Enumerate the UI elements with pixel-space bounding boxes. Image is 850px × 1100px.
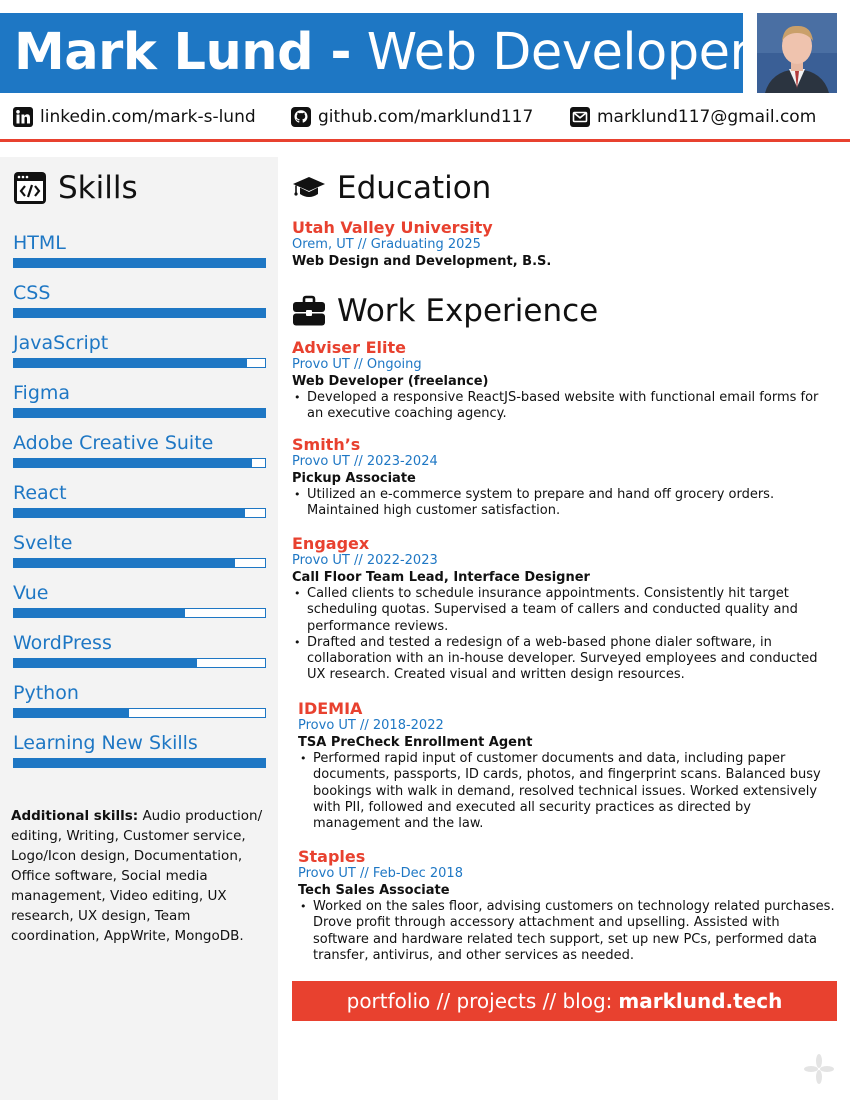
- skill-bar: [13, 758, 266, 768]
- education-meta: Orem, UT // Graduating 2025: [292, 237, 481, 252]
- skill-name: Learning New Skills: [13, 732, 198, 754]
- skill-item: [13, 382, 266, 418]
- email-icon: [570, 107, 590, 127]
- contact-email-text: marklund117@gmail.com: [597, 107, 817, 127]
- code-window-icon: [13, 171, 47, 205]
- job-bullets: [298, 899, 837, 964]
- skill-name: HTML: [13, 232, 66, 254]
- job-bullets: [292, 487, 837, 520]
- portfolio-banner[interactable]: [292, 981, 837, 1021]
- page-title: [14, 23, 750, 82]
- job-entry: [298, 699, 837, 832]
- job-meta: Provo UT // 2023-2024: [292, 454, 438, 469]
- header-bar: [0, 13, 750, 93]
- skill-item: [13, 282, 266, 318]
- job-org: Smith’s: [292, 435, 361, 454]
- profile-photo: [757, 13, 837, 93]
- skill-name: React: [13, 482, 67, 504]
- skill-name: Svelte: [13, 532, 73, 554]
- skill-bar: [13, 308, 266, 318]
- skill-item: [13, 632, 266, 668]
- skill-item: [13, 432, 266, 468]
- skill-fill: [14, 309, 265, 317]
- job-bullet: • Called clients to schedule insurance appointments. Consistently hit target scheduling quotas. Supervised a team of callers and conducted quality and performance reviews.: [292, 586, 837, 635]
- work-heading: [292, 293, 598, 329]
- job-bullet: • Worked on the sales floor, advising customers on technology related purchases. Drove profit through accessory attachment and upselling. Assisted with software and hardware related tech support, set up new PCs, performed data transfer, antivirus, and other services as needed.: [298, 899, 837, 964]
- graduation-cap-icon: [292, 171, 326, 205]
- skill-fill: [14, 659, 197, 667]
- job-role: Web Developer (freelance): [292, 374, 489, 389]
- skills-heading: [13, 170, 138, 206]
- skill-bar: [13, 408, 266, 418]
- skill-name: Adobe Creative Suite: [13, 432, 214, 454]
- skill-name: Figma: [13, 382, 71, 404]
- job-org: Engagex: [292, 534, 370, 553]
- job-bullet: • Drafted and tested a redesign of a web-based phone dialer software, in collaboration with an in-house developer. Surveyed employees and conducted UX research. Created visual and written design resources.: [292, 635, 837, 684]
- job-bullets: [298, 751, 837, 832]
- skill-fill: [14, 409, 265, 417]
- education-org: Utah Valley University: [292, 218, 493, 237]
- education-heading-text: Education: [337, 170, 492, 206]
- skill-fill: [14, 609, 185, 617]
- skill-name: WordPress: [13, 632, 112, 654]
- skill-fill: [14, 359, 247, 367]
- skill-fill: [14, 709, 129, 717]
- job-entry: [292, 534, 837, 684]
- linkedin-icon: [13, 107, 33, 127]
- job-org: IDEMIA: [298, 699, 363, 718]
- additional-skills-label: Additional skills:: [11, 808, 139, 824]
- contact-linkedin-text: linkedin.com/mark-s-lund: [40, 107, 256, 127]
- skill-bar: [13, 258, 266, 268]
- skill-item: [13, 682, 266, 718]
- education-entry: [292, 218, 837, 270]
- job-role: TSA PreCheck Enrollment Agent: [298, 735, 533, 750]
- header-name: Mark Lund -: [14, 23, 352, 82]
- skill-bar: [13, 458, 266, 468]
- skill-item: [13, 732, 266, 768]
- job-meta: Provo UT // 2022-2023: [292, 553, 438, 568]
- job-org: Staples: [298, 847, 366, 866]
- skill-fill: [14, 559, 235, 567]
- contact-email[interactable]: [570, 106, 816, 128]
- job-bullet: • Performed rapid input of customer documents and data, including paper documents, passports, ID cards, photos, and fingerprint scans. Balanced busy bookings with walk in demand, resolved technical issues. Worked extensively with PII, followed and executed all security practices as directed by management and the law.: [298, 751, 837, 832]
- additional-skills: [11, 806, 266, 946]
- watermark-icon: [803, 1053, 835, 1085]
- briefcase-icon: [292, 294, 326, 328]
- skill-name: JavaScript: [13, 332, 109, 354]
- profile-photo-image: [757, 13, 837, 93]
- job-org: Adviser Elite: [292, 338, 406, 357]
- skill-name: Vue: [13, 582, 49, 604]
- skill-item: [13, 582, 266, 618]
- job-entry: [292, 435, 837, 520]
- skill-bar: [13, 608, 266, 618]
- skill-fill: [14, 259, 265, 267]
- skill-fill: [14, 509, 245, 517]
- skill-bar: [13, 558, 266, 568]
- skill-bar: [13, 708, 266, 718]
- skill-item: [13, 232, 266, 268]
- skill-item: [13, 332, 266, 368]
- header-divider: [0, 139, 850, 142]
- contact-linkedin[interactable]: [13, 106, 256, 128]
- job-bullets: [292, 390, 837, 423]
- contact-github[interactable]: [291, 106, 533, 128]
- job-bullets: [292, 586, 837, 684]
- work-heading-text: Work Experience: [337, 293, 599, 329]
- banner-site-link[interactable]: marklund.tech: [618, 989, 783, 1013]
- job-meta: Provo UT // Ongoing: [292, 357, 422, 372]
- skill-bar: [13, 358, 266, 368]
- job-bullet: • Utilized an e-commerce system to prepare and hand off grocery orders. Maintained high customer satisfaction.: [292, 487, 837, 520]
- job-entry: [292, 338, 837, 423]
- job-bullet: • Developed a responsive ReactJS-based website with functional email forms for an executive coaching agency.: [292, 390, 837, 423]
- skill-item: [13, 482, 266, 518]
- job-role: Pickup Associate: [292, 471, 416, 486]
- job-meta: Provo UT // 2018-2022: [298, 718, 444, 733]
- banner-prefix: portfolio // projects // blog:: [346, 989, 613, 1013]
- job-entry: [298, 847, 837, 964]
- contact-github-text: github.com/marklund117: [318, 107, 534, 127]
- education-degree: Web Design and Development, B.S.: [292, 254, 552, 269]
- skill-fill: [14, 459, 252, 467]
- skills-heading-text: Skills: [58, 170, 138, 206]
- skill-fill: [14, 759, 265, 767]
- skill-name: Python: [13, 682, 79, 704]
- skill-bar: [13, 508, 266, 518]
- job-meta: Provo UT // Feb-Dec 2018: [298, 866, 463, 881]
- job-role: Tech Sales Associate: [298, 883, 450, 898]
- github-icon: [291, 107, 311, 127]
- header-role: Web Developer: [366, 23, 750, 82]
- additional-skills-text: Audio production/ editing, Writing, Customer service, Logo/Icon design, Documentation, Office software, Social media management, Video editing, UX research, UX design, Team coordination, AppWrite, MongoDB.: [11, 808, 263, 944]
- education-heading: [292, 170, 491, 206]
- job-role: Call Floor Team Lead, Interface Designer: [292, 570, 590, 585]
- skill-bar: [13, 658, 266, 668]
- skill-name: CSS: [13, 282, 51, 304]
- skill-item: [13, 532, 266, 568]
